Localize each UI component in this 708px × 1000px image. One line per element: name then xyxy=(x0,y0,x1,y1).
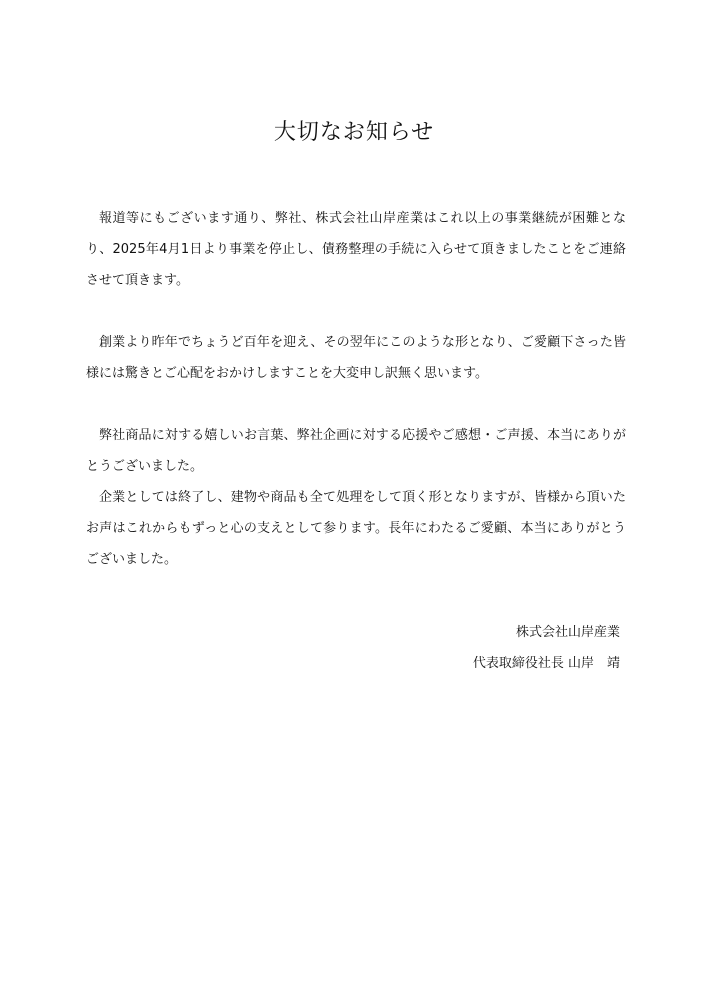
paragraph-centennial-apology: 創業より昨年でちょうど百年を迎え、その翌年にこのような形となり、ご愛顧下さった皆様には驚きとご心配をおかけしますことを大変申し訳無く思います。 xyxy=(86,335,626,381)
paragraph-closing-thanks: 企業としては終了し、建物や商品も全て処理をして頂く形となりますが、皆様から頂いたお声はこれからもずっと心の支えとして参ります。長年にわたるご愛顧、本当にありがとうございました。 xyxy=(86,490,626,567)
representative-name: 代表取締役社長 山岸 靖 xyxy=(472,656,620,671)
notice-body xyxy=(86,203,626,575)
notice-title: 大切なお知らせ xyxy=(273,120,435,145)
signature-block xyxy=(473,617,620,679)
paragraph-business-suspension: 報道等にもございます通り、弊社、株式会社山岸産業はこれ以上の事業継続が困難となり、2025年4月1日より事業を停止し、債務整理の手続に入らせて頂きましたことをご連絡させて頂きます。 xyxy=(86,211,626,288)
company-name: 株式会社山岸産業 xyxy=(515,625,620,640)
paragraph-thanks-support: 弊社商品に対する嬉しいお言葉、弊社企画に対する応援やご感想・ご声援、本当にありがとうございました。 xyxy=(86,428,626,474)
